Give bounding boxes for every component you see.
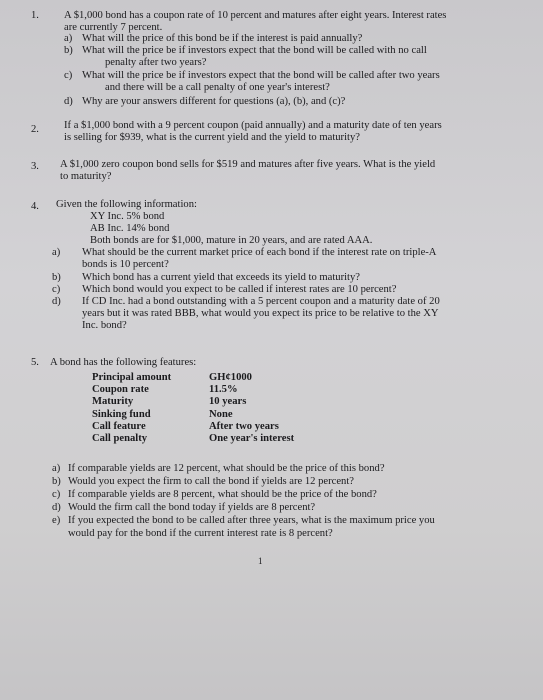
part-label: b) [64, 45, 73, 56]
question-number: 3. [31, 161, 39, 172]
question-stem-line: is selling for $939, what is the current yield and the yield to maturity? [64, 132, 360, 143]
part-label: d) [64, 96, 73, 107]
part-text: What should be the current market price of each bond if the interest rate on triple-A [82, 247, 437, 258]
part-text: What will the price be if investors expect that the bond will be called with no call [82, 45, 427, 56]
question-stem-line: to maturity? [60, 171, 112, 182]
part-text: Inc. bond? [82, 320, 127, 331]
part-text: Which bond has a current yield that exceeds its yield to maturity? [82, 272, 360, 283]
feature-name: Coupon rate [92, 384, 149, 396]
part-text: If comparable yields are 12 percent, what should be the price of this bond? [68, 463, 385, 474]
question-1 [0, 0, 543, 120]
feature-name: Call feature [92, 420, 146, 432]
part-label: a) [52, 463, 61, 474]
part-label: b) [52, 272, 61, 283]
part-text: would pay for the bond if the current interest rate is 8 percent? [68, 528, 333, 539]
part-label: d) [52, 502, 61, 513]
feature-value: 10 years [209, 396, 247, 408]
part-text: years but it was rated BBB, what would you expect its price to be relative to the XY [82, 308, 439, 319]
part-label: e) [52, 515, 61, 526]
feature-value: None [209, 408, 233, 420]
part-label: a) [52, 247, 61, 258]
part-text: and there will be a call penalty of one year's interest? [105, 82, 330, 93]
question-stem-line: are currently 7 percent. [64, 22, 163, 33]
question-number: 1. [31, 10, 39, 21]
feature-name: Sinking fund [92, 408, 151, 420]
part-label: c) [64, 70, 73, 81]
part-text: bonds is 10 percent? [82, 259, 169, 270]
question-number: 2. [31, 124, 39, 135]
question-stem-line: A $1,000 zero coupon bond sells for $519 and matures after five years. What is the yield [60, 159, 436, 170]
feature-name: Call penalty [92, 432, 148, 444]
page-number: 1 [258, 556, 263, 566]
question-stem-line: A $1,000 bond has a coupon rate of 10 percent and matures after eight years. Interest rates [64, 10, 447, 21]
part-text: penalty after two years? [105, 57, 207, 68]
feature-value: GH¢1000 [209, 372, 252, 383]
part-text: Would the firm call the bond today if yields are 8 percent? [68, 502, 316, 513]
part-text: If CD Inc. had a bond outstanding with a 5 percent coupon and a maturity date of 20 [82, 296, 440, 307]
part-text: What will the price of this bond be if the interest is paid annually? [82, 33, 363, 44]
question-number: 4. [31, 201, 39, 212]
question-stem-line: Given the following information: [56, 199, 197, 210]
question-stem-line: If a $1,000 bond with a 9 percent coupon (paid annually) and a maturity date of ten years [64, 120, 442, 131]
part-text: Would you expect the firm to call the bond if yields are 12 percent? [68, 476, 354, 487]
part-label: c) [52, 489, 61, 500]
feature-value: 11.5% [209, 384, 238, 396]
question-number: 5. [31, 357, 39, 368]
feature-value: After two years [209, 420, 279, 432]
part-text: If you expected the bond to be called after three years, what is the maximum price you [68, 515, 435, 526]
info-line: XY Inc. 5% bond [90, 211, 165, 222]
part-text: If comparable yields are 8 percent, what should be the price of the bond? [68, 489, 377, 500]
info-line: AB Inc. 14% bond [90, 223, 170, 234]
part-label: b) [52, 476, 61, 487]
part-text: Which bond would you expect to be called if interest rates are 10 percent? [82, 284, 397, 295]
part-label: d) [52, 296, 61, 307]
feature-name: Maturity [92, 396, 134, 408]
feature-value: One year's interest [209, 432, 295, 444]
part-label: a) [64, 33, 73, 44]
feature-name: Principal amount [92, 372, 172, 383]
question-stem-line: A bond has the following features: [50, 357, 197, 368]
info-line: Both bonds are for $1,000, mature in 20 years, and are rated AAA. [90, 235, 373, 246]
part-label: c) [52, 284, 61, 295]
part-text: What will the price be if investors expect that the bond will be called after two years [82, 70, 440, 81]
part-text: Why are your answers different for questions (a), (b), and (c)? [82, 96, 346, 107]
